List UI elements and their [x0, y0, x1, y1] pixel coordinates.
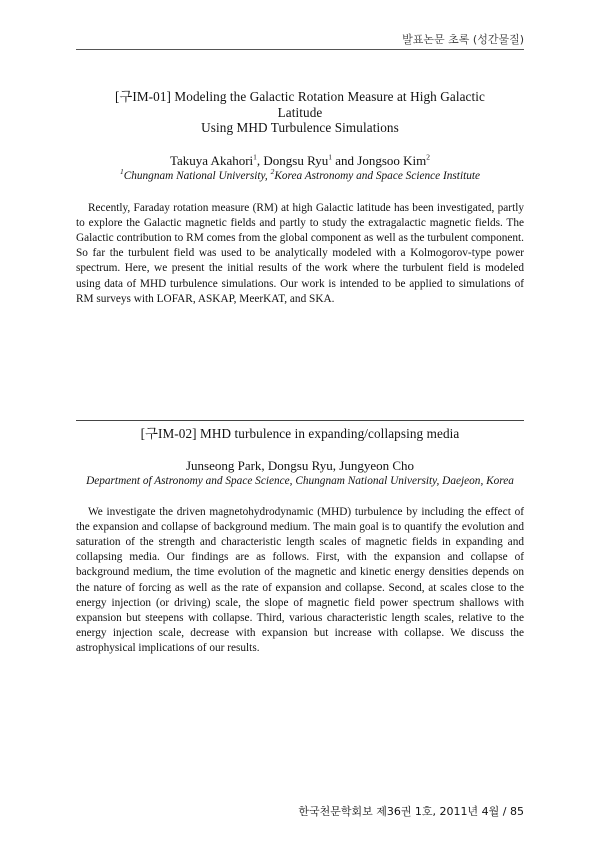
abstract-article-2	[76, 426, 524, 657]
page-footer-citation: 한국천문학회보 제36권 1호, 2011년 4월 / 85	[298, 805, 524, 818]
affiliation	[76, 166, 524, 184]
author-name: , Dongsu Ryu	[256, 152, 329, 168]
header-divider	[76, 49, 524, 50]
author-name: Takuya Akahori	[169, 152, 254, 168]
section-divider	[76, 420, 524, 421]
section-tag: 발표논문 초록 (성간물질)	[402, 33, 524, 46]
author-list: Junseong Park, Dongsu Ryu, Jungyeon Cho	[185, 457, 415, 473]
affiliation-name: Korea Astronomy and Space Science Institute	[274, 169, 481, 182]
affil-mark: 1	[119, 166, 124, 176]
article-title: [구IM-02] MHD turbulence in expanding/collapsing media	[140, 426, 460, 441]
author-list	[76, 153, 524, 169]
abstract-text: We investigate the driven magnetohydrodynamic (MHD) turbulence by including the effect of the expansion and collapse of background medium. The main goal is to quantify the evolution and saturation of the strength and characteristic length scales of magnetic fields in expanding and collapsing media. Our findings are as follows. First, with the expansion and collapse of background medium, the time evolution of the magnetic and kinetic energy densities depends on the nature of forcing as well as the rate of expansion and collapse. Second, at scales close to the energy injection (or driving) scale, the slope of magnetic field power spectrum shallows with expansion but steepens with collapse. Third, various characteristic length scales, relative to the energy injection scale, decrease with expansion but increase with collapse. We discuss the astrophysical implications of our results.	[76, 505, 524, 655]
affiliation-name: Chungnam National University,	[123, 169, 271, 182]
affiliation: Department of Astronomy and Space Science, Chungnam National University, Daejeon, Korea	[86, 474, 514, 487]
author-affil-mark: 1	[253, 152, 257, 162]
abstract-text: Recently, Faraday rotation measure (RM) at high Galactic latitude has been investigated, partly to explore the Galactic magnetic fields and partly to study the extragalactic magnetic fields. The Galactic contribution to RM comes from the global component as well as the turbulent component. So far the turbulent field was used to be analytically modeled with a Kolmogorov-type power spectrum. Here, we present the initial results of the work where the turbulent field is modeled using data of MHD turbulence simulations. Our work is intended to be applied to simulations of RM surveys with LOFAR, ASKAP, MeerKAT, and SKA.	[76, 201, 524, 305]
article-title-line: Using MHD Turbulence Simulations	[201, 120, 399, 135]
article-title-line: Latitude	[277, 104, 323, 120]
author-name: and Jongsoo Kim	[332, 152, 427, 168]
article-title	[76, 89, 524, 136]
author-affil-mark: 2	[426, 152, 431, 162]
article-title-line: [구IM-01] Modeling the Galactic Rotation Measure at High Galactic	[115, 89, 485, 104]
abstract-article-1	[76, 89, 524, 307]
affil-mark: 2	[270, 166, 275, 176]
author-affil-mark: 1	[328, 152, 333, 162]
